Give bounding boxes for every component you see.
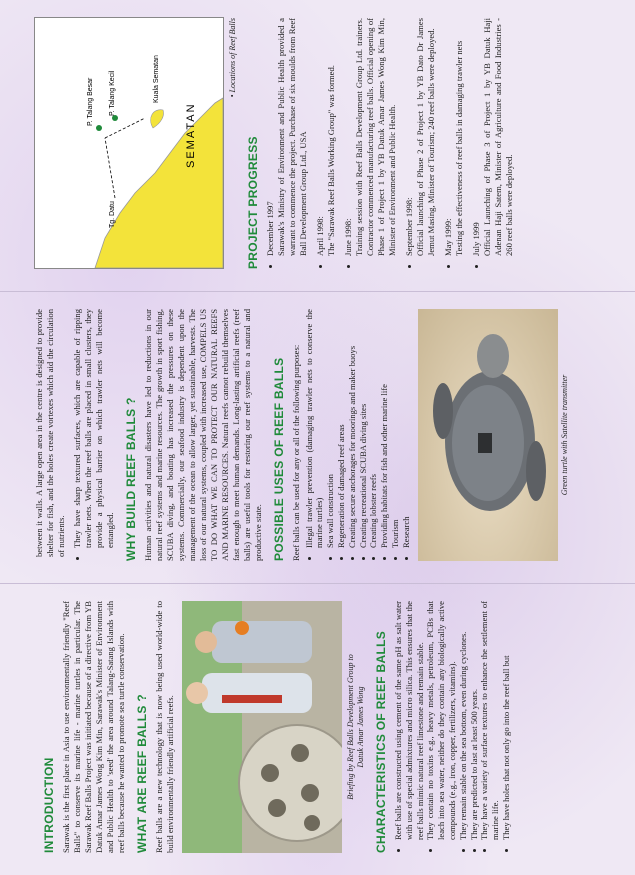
briefing-photo-illustration: [182, 601, 342, 853]
possible-uses-intro: Reef balls can be used for any or all of the following purposes:: [290, 344, 301, 561]
map-label-sematan: SEMATAN: [185, 102, 197, 168]
list-item: [443, 18, 465, 256]
progress-date: • December 1997: [265, 201, 275, 256]
introduction-text: Sarawak is the first place in Asia to use environmentally friendly "Reef Balls" to conserve its marine life - marine turtles in particular. The Sarawak Reef Balls Project was initiated because of a directive from YB Datuk Amar James Wong Kim Min, Sarawak's Minister of Environment and Public Health to 'seed' the area around Talang-Satang Islands with reef balls because he wanted to promote sea turtle conservation.: [61, 601, 126, 853]
progress-date: • April 1998:: [315, 216, 325, 256]
what-are-reef-balls-text: Reef balls are a new technology that is now being used world-wide to build environmentally friendly artificial reefs.: [154, 601, 175, 853]
list-item: • Illegal trawler prevention (damaging trawler nets to conserve the marine turtles): [304, 309, 326, 548]
list-item: [315, 18, 337, 256]
location-map: [34, 17, 224, 269]
list-item: between it walls. A large open area in the centre is designed to provide shelter for fish, and the holes create vortexes which aid the circulation of nutrients.: [34, 309, 66, 557]
map-label-kuala-sematan: Kuala Sematan: [153, 55, 160, 103]
list-item: • Creating lobster reefs: [368, 309, 379, 548]
list-item: • Sea wall construction: [325, 309, 336, 548]
map-label-talang-besar: P. Talang Besar: [87, 77, 94, 126]
list-item: • Providing habitats for fish and other marine life: [379, 309, 390, 548]
list-item: • Reef balls are constructed using cement of the same pH as salt water with use of special admixtures and micro silica. This ensures that the reef balls mimic natural reef limestone and remain stable.: [393, 601, 425, 840]
progress-text: Official Launching of Phase 3 of Project 1 by YB Datuk Haji Adenan Haji Satem, Minister of Agriculture and Food Industries - 260 reef balls were deployed.: [482, 18, 514, 256]
list-item: • They have holes that not only go into the reef ball but: [501, 601, 512, 840]
characteristics-heading: CHARACTERISTICS OF REEF BALLS: [374, 630, 388, 853]
progress-date: • July 1999: [471, 222, 481, 256]
caption-line: Datuk Amar James Wong: [356, 686, 365, 768]
progress-text: The "Sarawak Reef Balls Working Group" was formed.: [326, 65, 336, 256]
progress-text: Sarawak's Ministry of Environment and Public Health provided a warrant to commence the project. Purchase of six moulds from Reef Ball Development Group Ltd., USA: [276, 18, 308, 256]
panel-project-progress: [0, 0, 635, 291]
characteristics-continued-list: [34, 309, 66, 561]
why-build-heading: WHY BUILD REEF BALLS ?: [123, 397, 138, 561]
list-item: [265, 18, 309, 256]
progress-text: Testing the effectiveness of reef balls in damaging trawler nets: [454, 40, 464, 256]
map-label-talang-kecil: P. Talang Kecil: [109, 70, 116, 116]
possible-uses-heading: POSSIBLE USES OF REEF BALLS: [271, 357, 286, 561]
list-item: • Tourism: [390, 309, 401, 548]
list-item: • Regeneration of damaged reef areas: [336, 309, 347, 548]
progress-date: • June 1998:: [343, 218, 353, 256]
list-item: • Creating recreational SCUBA diving sites: [358, 309, 369, 548]
list-item: [471, 18, 515, 256]
briefing-photo: [182, 601, 342, 853]
progress-date: • September 1998:: [404, 197, 414, 256]
turtle-photo-illustration: [418, 309, 558, 561]
map-caption: • Locations of Reef Balls: [228, 18, 237, 98]
project-progress-list: [265, 18, 515, 269]
map-label-tg-datu: Tg. Datu: [109, 201, 116, 228]
characteristics-list: [393, 601, 512, 853]
turtle-photo-caption: Green turtle with Satellite transmitter: [559, 374, 569, 496]
caption-line: Briefing by Reef Balls Development Group to: [346, 654, 355, 800]
characteristics-continued-list: [72, 309, 115, 561]
panel-introduction: [0, 583, 635, 875]
list-item: [343, 18, 398, 256]
turtle-photo: [418, 309, 558, 561]
list-item: • They have a variety of surface textures to enhance the settlement of marine life.: [479, 601, 501, 840]
briefing-photo-caption: [346, 601, 366, 853]
progress-date: • May 1999:: [443, 218, 453, 256]
possible-uses-list: [304, 309, 412, 561]
list-item: • They have sharp textured surfaces, which are capable of ripping trawler nets. When the reef balls are placed in small clusters, they provide a physical barrier on which trawler nets will become entangled.: [72, 309, 115, 548]
progress-text: Training session with Reef Balls Development Group Ltd. trainers. Contractor commenced manufacturing reef balls. Official opening of Phase 1 of Project 1 by YB Datuk Amar James Wong Kim Min, Minister of Environment and Public Health.: [354, 18, 397, 256]
why-build-text: Human activities and natural disasters have led to reductions in our natural reef systems and marine resources. The growth in sport fishing, SCUBA diving, and boating has increased the pressures on these systems. Commercially, our seafood industry is dependent upon the management of the ocean to allow larger, yet sustainable, harvests. The loss of our natural systems, coupled with increased use, COMPELS US TO DO WHAT WE CAN TO PROTECT OUR NATURAL REEFS AND MARINE RESOURCES. Natural reefs cannot rebuild themselves fast enough to meet human demands. Long-lasting artificial reefs (reef balls) are useful tools for restoring our reef systems to a natural and productive state.: [142, 309, 263, 561]
project-progress-heading: PROJECT PROGRESS: [246, 136, 260, 269]
list-item: • They contain no toxins e.g., heavy metals, petroleum, PCBs that leach into sea water, neither do they contain any biologically active compounds (e.g., iron, copper, fertilizers, vitamins).: [425, 601, 457, 840]
list-item: • Research: [401, 309, 412, 548]
list-item: [404, 18, 437, 256]
list-item: • They remain stable on the sea bottom, even during cyclones.: [458, 601, 469, 840]
what-are-reef-balls-heading: WHAT ARE REEF BALLS ?: [135, 694, 149, 853]
introduction-heading: INTRODUCTION: [42, 757, 56, 853]
list-item: • They are predicted to last at least 500 years.: [469, 601, 480, 840]
progress-text: Official launching of Phase 2 of Project 1 by YB Dato Dr James Jemut Masing, Minister of Tourism; 240 reef balls were deployed.: [415, 18, 436, 256]
list-item: • Creating secure anchorages for moorings and maker buoys: [347, 309, 358, 548]
panel-why-and-uses: [0, 291, 635, 583]
